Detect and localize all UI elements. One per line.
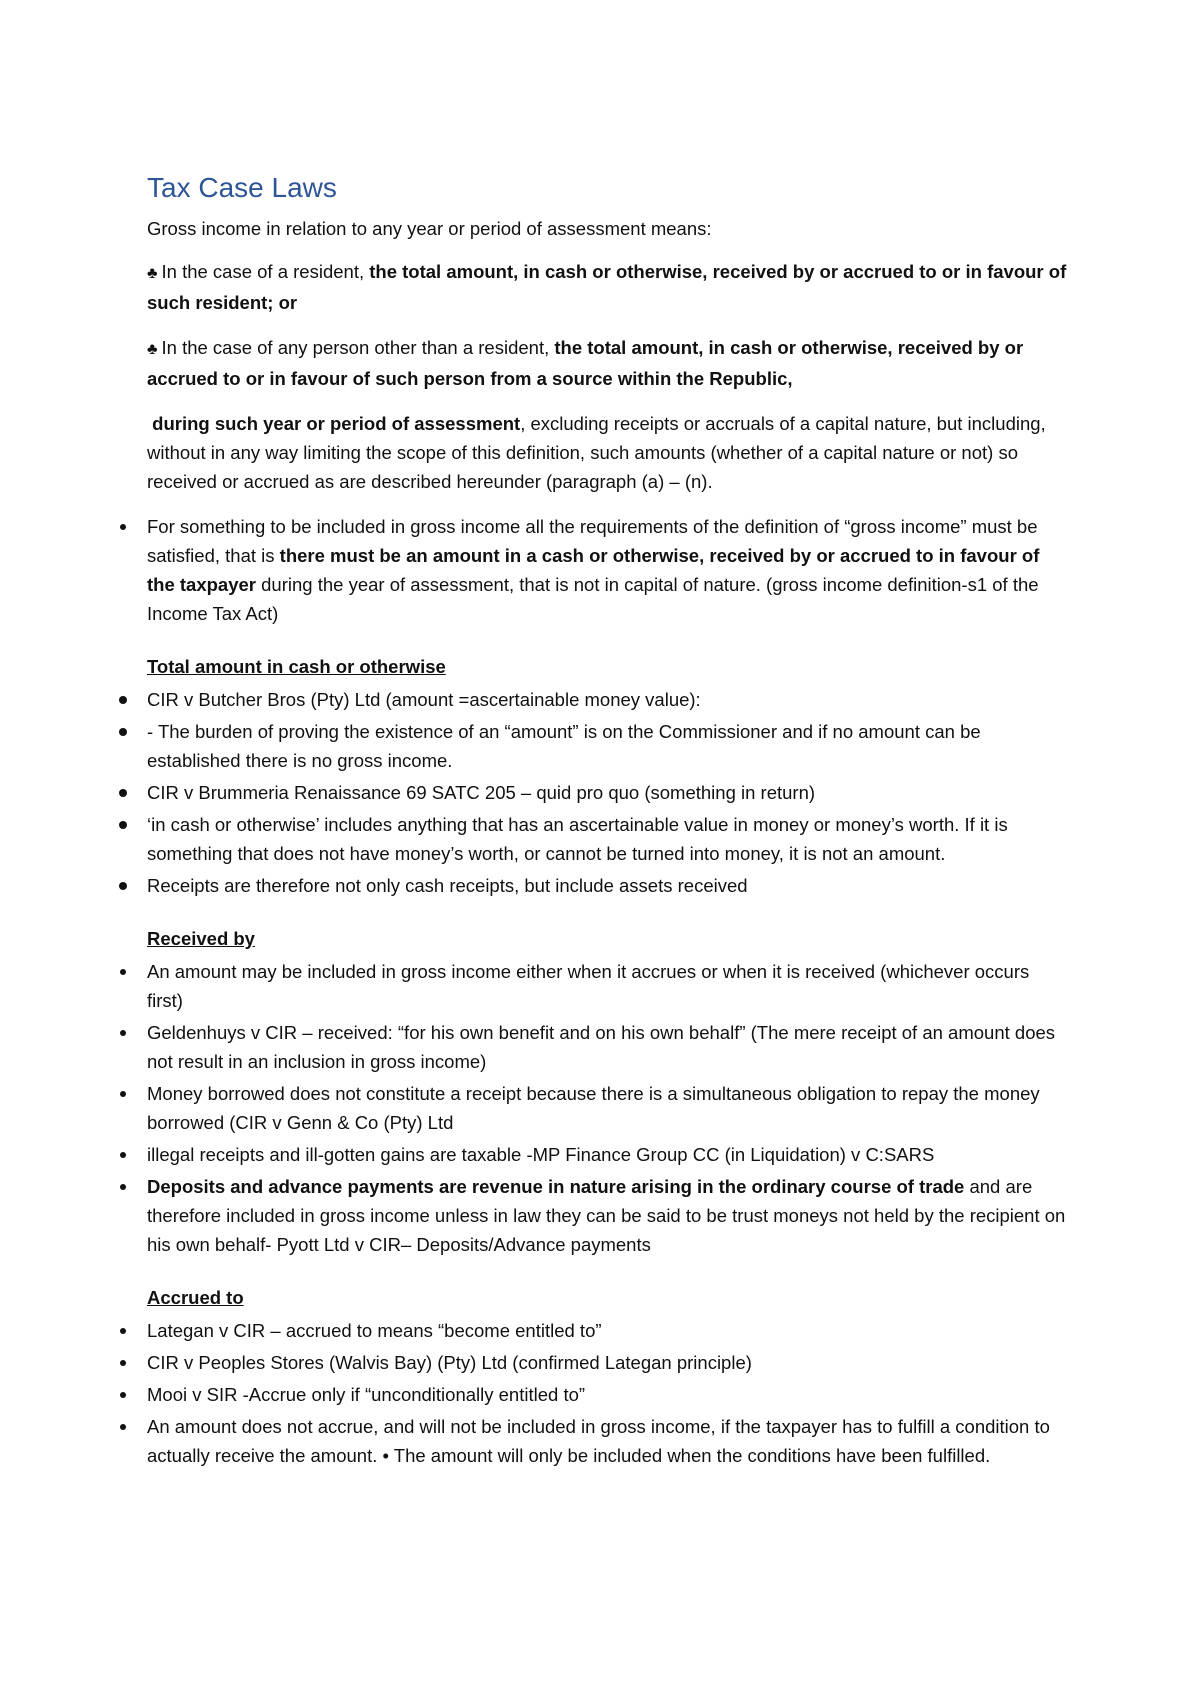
list-item: - The burden of proving the existence of an “amount” is on the Commissioner and if no amount can be established there is no gross income. xyxy=(147,717,1067,775)
def2-plain: In the case of any person other than a resident, xyxy=(161,337,555,358)
summary-part2: during the year of assessment, that is not in capital of nature. (gross income definition-s1 of the Income Tax Act) xyxy=(147,574,1039,624)
definition-period xyxy=(147,409,1067,496)
def3-bold: during such year or period of assessment xyxy=(152,413,521,434)
list-item xyxy=(147,1172,1067,1259)
intro-text: Gross income in relation to any year or period of assessment means: xyxy=(147,218,712,239)
section-heading-received-by: Received by xyxy=(147,928,255,949)
summary-list xyxy=(147,512,1067,628)
club-icon: ♣ xyxy=(147,265,158,282)
list-item: Geldenhuys v CIR – received: “for his own benefit and on his own behalf” (The mere receipt of an amount does not result in an inclusion in gross income) xyxy=(147,1018,1067,1076)
list-item: Lategan v CIR – accrued to means “become entitled to” xyxy=(147,1316,1067,1345)
def1-plain: In the case of a resident, xyxy=(161,261,370,282)
list-item: illegal receipts and ill-gotten gains are taxable -MP Finance Group CC (in Liquidation) v C:SARS xyxy=(147,1140,1067,1169)
section-heading-total-amount: Total amount in cash or otherwise xyxy=(147,656,446,677)
club-icon: ♣ xyxy=(147,341,158,358)
definition-resident xyxy=(147,257,1067,317)
section-list-accrued-to xyxy=(147,1316,1067,1470)
list-item: An amount may be included in gross income either when it accrues or when it is received (whichever occurs first) xyxy=(147,957,1067,1015)
list-item: Receipts are therefore not only cash receipts, but include assets received xyxy=(147,871,1067,900)
document-title: Tax Case Laws xyxy=(147,172,337,203)
list-item: Mooi v SIR -Accrue only if “unconditionally entitled to” xyxy=(147,1380,1067,1409)
section-list-received-by xyxy=(147,957,1067,1259)
section-list-total-amount xyxy=(147,685,1067,900)
deposits-plain: and are therefore included in gross income unless in law they can be said to be trust moneys not held by the recipient on his own behalf- Pyott Ltd v CIR– Deposits/Advance payments xyxy=(147,1176,1066,1255)
list-item: An amount does not accrue, and will not be included in gross income, if the taxpayer has to fulfill a condition to actually receive the amount. • The amount will only be included when the conditions have been fulfilled. xyxy=(147,1412,1067,1470)
def3-plain: , excluding receipts or accruals of a capital nature, but including, without in any way limiting the scope of this definition, such amounts (whether of a capital nature or not) so received or accrued as are described hereunder (paragraph (a) – (n). xyxy=(147,413,1046,492)
summary-bold: there must be an amount in a cash or otherwise, received by or accrued to in favour of the taxpayer xyxy=(147,545,1040,595)
def2-bold: the total amount, in cash or otherwise, received by or accrued to or in favour of such person from a source within the Republic, xyxy=(147,337,1024,389)
summary-part1: For something to be included in gross income all the requirements of the definition of “gross income” must be satisfied, that is xyxy=(147,516,1038,566)
list-item: Money borrowed does not constitute a receipt because there is a simultaneous obligation to repay the money borrowed (CIR v Genn & Co (Pty) Ltd xyxy=(147,1079,1067,1137)
list-item: CIR v Butcher Bros (Pty) Ltd (amount =ascertainable money value): xyxy=(147,685,1067,714)
deposits-bold: Deposits and advance payments are revenue in nature arising in the ordinary course of trade xyxy=(147,1176,965,1197)
list-item: CIR v Peoples Stores (Walvis Bay) (Pty) Ltd (confirmed Lategan principle) xyxy=(147,1348,1067,1377)
list-item: CIR v Brummeria Renaissance 69 SATC 205 – quid pro quo (something in return) xyxy=(147,778,1067,807)
section-heading-accrued-to: Accrued to xyxy=(147,1287,244,1308)
list-item: ‘in cash or otherwise’ includes anything that has an ascertainable value in money or money’s worth. If it is something that does not have money’s worth, or cannot be turned into money, it is not an amount. xyxy=(147,810,1067,868)
document-page xyxy=(147,170,1067,1486)
definition-non-resident xyxy=(147,333,1067,393)
def1-bold: the total amount, in cash or otherwise, received by or accrued to or in favour of such resident; or xyxy=(147,261,1067,313)
list-item xyxy=(147,512,1067,628)
